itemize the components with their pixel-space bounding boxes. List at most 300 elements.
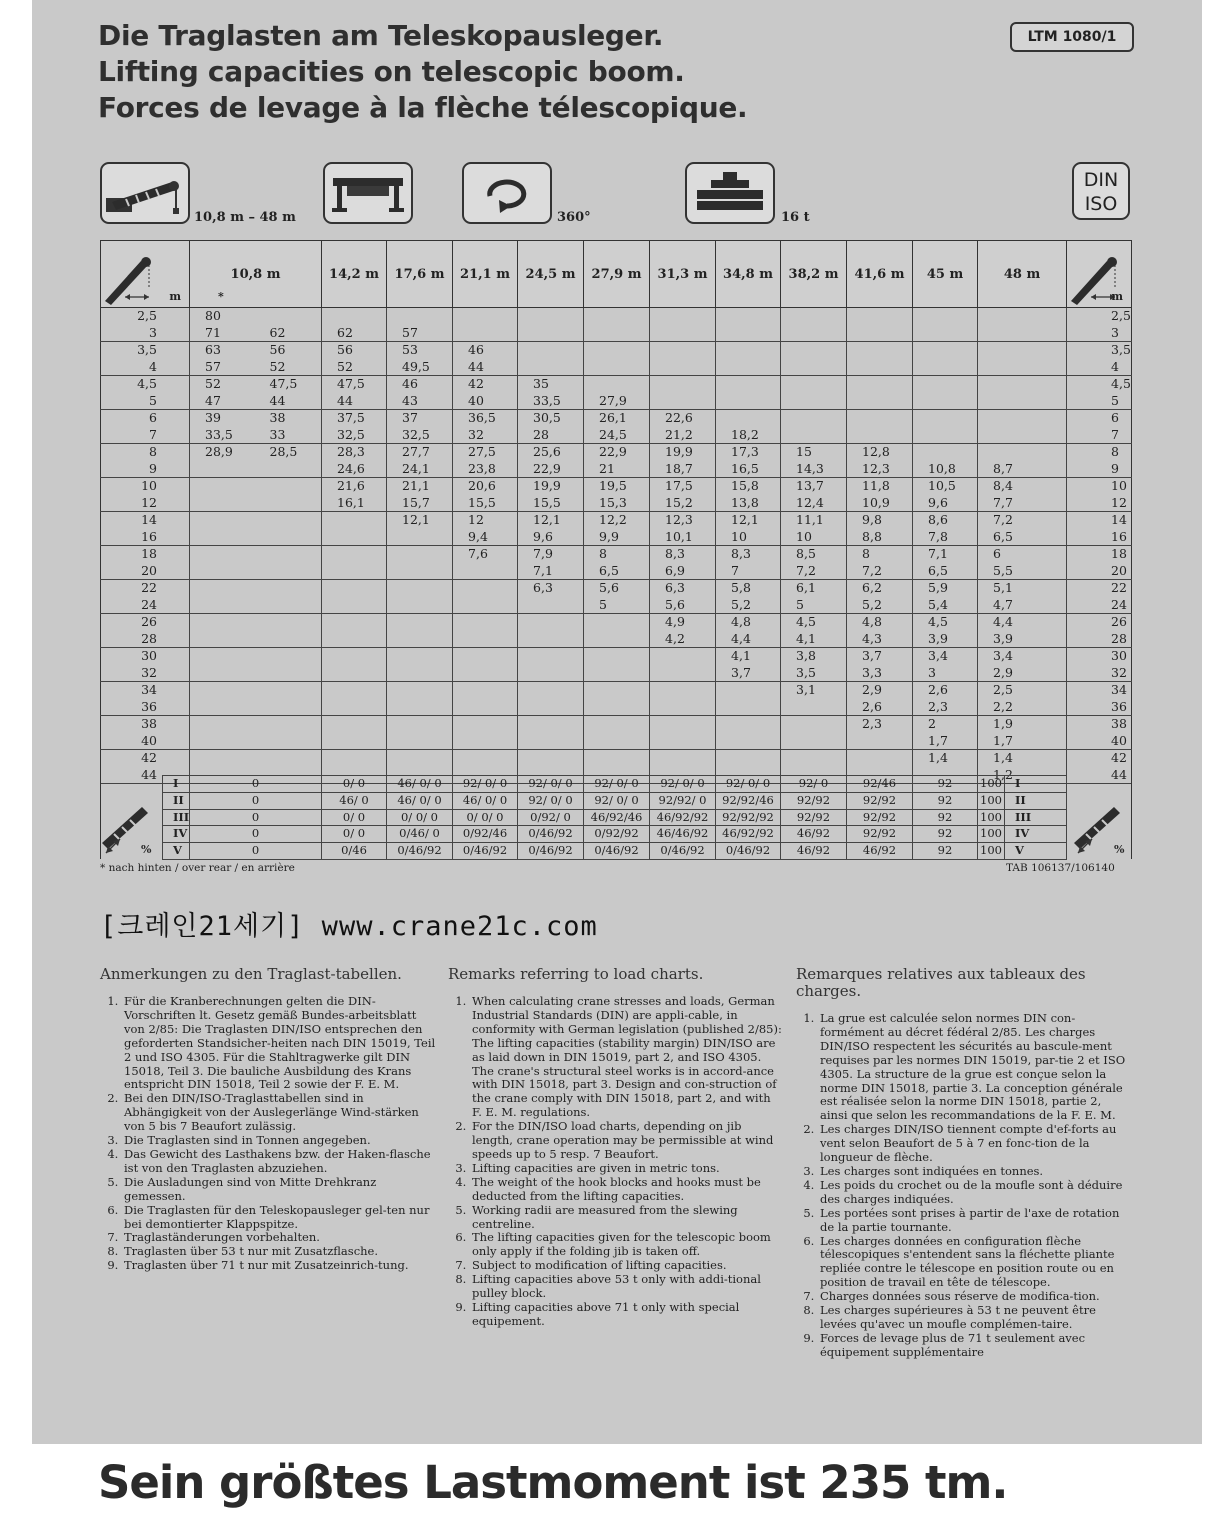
load-value-cell	[650, 376, 716, 393]
load-value-cell: 2,9	[978, 665, 1067, 682]
load-value-cell: 8,6	[913, 512, 978, 529]
radius-unit-left: m	[169, 290, 181, 303]
load-value-cell: 7,2	[847, 563, 913, 580]
load-value-cell: 5	[781, 597, 847, 614]
radius-left: 9	[101, 461, 190, 478]
config-value-cell: 92/ 0/ 0	[518, 776, 584, 793]
load-value-cell: 9,8	[847, 512, 913, 529]
load-value-cell	[716, 308, 781, 325]
config-value-cell: 0/46/92	[518, 826, 584, 843]
note-item: 7. Charges données sous réserve de modifica-tion.	[818, 1290, 1130, 1304]
chart-row	[101, 546, 1132, 563]
watermark-text: [크레인21세기] www.crane21c.com	[100, 911, 598, 942]
config-value-cell: 92	[913, 826, 978, 843]
load-value-cell	[256, 512, 322, 529]
config-value-cell: 0	[190, 792, 322, 809]
load-value-cell	[781, 325, 847, 342]
notes-english-heading: Remarks referring to load charts.	[448, 965, 704, 983]
radius-right: 10	[1067, 478, 1132, 495]
config-value-cell: 0/ 0	[322, 826, 387, 843]
load-value-cell: 1,4	[978, 750, 1067, 767]
load-value-cell	[913, 376, 978, 393]
config-id-left: I	[163, 776, 190, 793]
note-item: 7. Traglaständerungen vorbehalten.	[122, 1231, 436, 1245]
boom-length-header: 27,9 m	[584, 241, 650, 308]
load-value-cell: 28,3	[322, 444, 387, 461]
config-value-cell: 92	[913, 776, 978, 793]
load-value-cell	[913, 410, 978, 427]
load-value-cell	[978, 427, 1067, 444]
load-value-cell	[190, 478, 256, 495]
load-value-cell	[650, 750, 716, 767]
config-value-cell: 46/ 0	[322, 792, 387, 809]
load-value-cell	[453, 325, 518, 342]
config-id-left: V	[163, 843, 190, 860]
load-value-cell	[256, 665, 322, 682]
config-value-cell: 92/ 0	[781, 776, 847, 793]
chart-row	[101, 410, 1132, 427]
load-value-cell: 22,6	[650, 410, 716, 427]
notes-french	[796, 966, 1130, 1360]
note-item: 3. Lifting capacities are given in metric tons.	[470, 1162, 784, 1176]
load-value-cell	[716, 359, 781, 376]
load-value-cell: 7,2	[978, 512, 1067, 529]
load-value-cell: 10,8	[913, 461, 978, 478]
notes-german-heading: Anmerkungen zu den Traglast-tabellen.	[100, 965, 402, 983]
config-id-left: II	[163, 792, 190, 809]
load-value-cell: 7,1	[913, 546, 978, 563]
config-value-cell: 92/ 0/ 0	[453, 776, 518, 793]
load-value-cell: 21,6	[322, 478, 387, 495]
load-value-cell	[847, 325, 913, 342]
radius-right: 18	[1067, 546, 1132, 563]
config-value-cell: 46/92	[781, 826, 847, 843]
load-value-cell	[518, 342, 584, 359]
radius-right: 12	[1067, 495, 1132, 512]
load-value-cell: 7,9	[518, 546, 584, 563]
load-value-cell	[716, 376, 781, 393]
load-value-cell: 22,9	[518, 461, 584, 478]
note-item: 4. The weight of the hook blocks and hooks must be deducted from the lifting capacities.	[470, 1176, 784, 1204]
load-value-cell: 26,1	[584, 410, 650, 427]
din-iso-badge	[1072, 162, 1130, 220]
load-value-cell: 5,2	[716, 597, 781, 614]
load-value-cell	[584, 699, 650, 716]
load-value-cell	[190, 597, 256, 614]
load-value-cell: 2,5	[978, 682, 1067, 699]
load-value-cell	[913, 359, 978, 376]
telescopic-boom-icon	[100, 162, 190, 224]
load-value-cell	[584, 325, 650, 342]
load-value-cell	[978, 393, 1067, 410]
load-value-cell: 1,7	[978, 733, 1067, 750]
load-value-cell	[781, 359, 847, 376]
notes-german-list	[100, 995, 436, 1273]
config-value-cell: 92	[913, 809, 978, 826]
load-value-cell: 28	[518, 427, 584, 444]
chart-row	[101, 325, 1132, 342]
notes-english-list	[448, 995, 784, 1329]
load-value-cell	[650, 716, 716, 733]
load-value-cell	[256, 750, 322, 767]
load-value-cell: 5,9	[913, 580, 978, 597]
load-value-cell	[716, 733, 781, 750]
load-value-cell: 38	[256, 410, 322, 427]
load-value-cell	[256, 478, 322, 495]
load-value-cell: 5,4	[913, 597, 978, 614]
load-value-cell: 20,6	[453, 478, 518, 495]
config-value-cell: 92/92	[847, 792, 913, 809]
boom-length-header-10-8	[190, 241, 322, 308]
note-item: 3. Die Traglasten sind in Tonnen angegeben.	[122, 1134, 436, 1148]
note-item: 6. Die Traglasten für den Teleskopausleger gel-ten nur bei demontierter Klappspitze.	[122, 1204, 436, 1232]
load-value-cell	[453, 665, 518, 682]
config-value-cell: 0/ 0	[322, 809, 387, 826]
load-value-cell: 33,5	[518, 393, 584, 410]
load-value-cell: 3,1	[781, 682, 847, 699]
load-value-cell	[322, 512, 387, 529]
load-value-cell	[847, 733, 913, 750]
load-value-cell	[190, 750, 256, 767]
load-value-cell: 8,8	[847, 529, 913, 546]
load-value-cell: 4,4	[716, 631, 781, 648]
config-id-right: V	[1005, 843, 1067, 860]
load-value-cell	[781, 733, 847, 750]
load-value-cell	[518, 682, 584, 699]
note-item: 2. Bei den DIN/ISO-Traglasttabellen sind in Abhängigkeit von der Auslegerlänge Wind-stärken von 5 bis 7 Beaufort zulässig.	[122, 1092, 436, 1134]
load-value-cell	[322, 699, 387, 716]
load-value-cell	[190, 580, 256, 597]
radius-left: 3	[101, 325, 190, 342]
load-value-cell	[190, 716, 256, 733]
load-value-cell: 12,8	[847, 444, 913, 461]
load-value-cell	[322, 631, 387, 648]
load-value-cell	[716, 393, 781, 410]
load-value-cell: 7,8	[913, 529, 978, 546]
load-value-cell	[781, 393, 847, 410]
load-value-cell: 4,5	[913, 614, 978, 631]
note-item: 9. Forces de levage plus de 71 t seulement avec équipement supplémentaire	[818, 1332, 1130, 1360]
load-value-cell: 4,7	[978, 597, 1067, 614]
note-item: 8. Les charges supérieures à 53 t ne peuvent être levées qu'avec un moufle complémen-taire.	[818, 1304, 1130, 1332]
load-value-cell	[322, 546, 387, 563]
load-value-cell: 3,4	[913, 648, 978, 665]
load-value-cell: 4,4	[978, 614, 1067, 631]
load-value-cell	[387, 308, 453, 325]
config-icon-space	[1067, 776, 1132, 793]
load-value-cell	[256, 699, 322, 716]
config-row	[101, 826, 1132, 843]
load-value-cell: 24,5	[584, 427, 650, 444]
load-value-cell	[190, 665, 256, 682]
load-value-cell	[847, 410, 913, 427]
load-value-cell: 8,7	[978, 461, 1067, 478]
chart-row	[101, 478, 1132, 495]
radius-left: 32	[101, 665, 190, 682]
load-value-cell: 8,5	[781, 546, 847, 563]
load-value-cell: 3,9	[913, 631, 978, 648]
config-value-cell: 46/92	[847, 843, 913, 860]
note-item: 1. When calculating crane stresses and loads, German Industrial Standards (DIN) are appli-cable, in conformity with German legislation (published 2/85): The lifting capacities (stability margin) DIN/ISO are as laid down in DIN 15019, part 2, and ISO 4305. The crane's structural steel works is in accord-ance with DIN 15018, part 3. Design and con-struction of the crane comply with DIN 15018, part 2, and with F. E. M. regulations.	[470, 995, 784, 1120]
radius-right: 26	[1067, 614, 1132, 631]
config-value-cell: 0/46/92	[387, 843, 453, 860]
load-value-cell	[584, 682, 650, 699]
load-value-cell: 27,5	[453, 444, 518, 461]
load-value-cell	[913, 308, 978, 325]
load-value-cell	[847, 342, 913, 359]
din-label: DIN	[1083, 169, 1119, 191]
radius-left: 20	[101, 563, 190, 580]
iso-label: ISO	[1084, 193, 1118, 215]
load-value-cell	[256, 614, 322, 631]
load-value-cell: 7,6	[453, 546, 518, 563]
config-value-cell: 92/ 0/ 0	[650, 776, 716, 793]
load-value-cell: 33,5	[190, 427, 256, 444]
note-item: 6. The lifting capacities given for the telescopic boom only apply if the folding jib is taken off.	[470, 1231, 784, 1259]
config-value-cell: 0/46/92	[584, 843, 650, 860]
slewing-360-icon	[462, 162, 552, 224]
load-value-cell	[978, 342, 1067, 359]
load-value-cell	[650, 393, 716, 410]
load-value-cell: 4,1	[716, 648, 781, 665]
load-value-cell: 5,6	[584, 580, 650, 597]
config-value-cell: 0/46/92	[716, 843, 781, 860]
load-value-cell: 14,3	[781, 461, 847, 478]
load-value-cell: 6,5	[584, 563, 650, 580]
config-value-cell: 0/46/92	[518, 843, 584, 860]
radius-left: 40	[101, 733, 190, 750]
load-value-cell	[584, 376, 650, 393]
load-value-cell	[190, 529, 256, 546]
chart-row	[101, 342, 1132, 359]
load-value-cell	[256, 682, 322, 699]
load-value-cell	[716, 410, 781, 427]
load-value-cell: 33	[256, 427, 322, 444]
radius-right: 9	[1067, 461, 1132, 478]
load-value-cell	[322, 614, 387, 631]
config-value-cell: 92/92	[781, 809, 847, 826]
load-value-cell	[453, 733, 518, 750]
load-value-cell	[322, 682, 387, 699]
load-value-cell	[518, 631, 584, 648]
chart-row	[101, 427, 1132, 444]
load-value-cell	[913, 427, 978, 444]
chart-row	[101, 512, 1132, 529]
config-value-cell: 46/ 0/ 0	[387, 792, 453, 809]
config-value-cell: 0/46/92	[453, 843, 518, 860]
load-value-cell: 12,3	[847, 461, 913, 478]
load-value-cell: 8	[847, 546, 913, 563]
radius-right: 42	[1067, 750, 1132, 767]
config-row	[101, 809, 1132, 826]
load-value-cell: 7,1	[518, 563, 584, 580]
load-value-cell	[584, 716, 650, 733]
chart-row	[101, 444, 1132, 461]
radius-right: 2,5	[1067, 308, 1132, 325]
config-value-cell: 0/46/92	[650, 843, 716, 860]
load-value-cell	[453, 699, 518, 716]
config-id-right: IV	[1005, 826, 1067, 843]
config-value-cell: 0/92/46	[453, 826, 518, 843]
load-value-cell	[847, 427, 913, 444]
radius-right: 32	[1067, 665, 1132, 682]
load-value-cell	[387, 699, 453, 716]
load-value-cell	[584, 631, 650, 648]
radius-right: 34	[1067, 682, 1132, 699]
load-value-cell	[518, 614, 584, 631]
load-value-cell	[322, 580, 387, 597]
load-value-cell	[781, 410, 847, 427]
load-value-cell	[387, 546, 453, 563]
radius-right: 7	[1067, 427, 1132, 444]
load-value-cell: 32	[453, 427, 518, 444]
load-value-cell	[518, 597, 584, 614]
notes-french-list	[796, 1012, 1130, 1360]
load-value-cell	[978, 325, 1067, 342]
load-value-cell	[256, 716, 322, 733]
load-value-cell: 6,3	[518, 580, 584, 597]
load-value-cell: 16,5	[716, 461, 781, 478]
radius-right: 8	[1067, 444, 1132, 461]
load-value-cell	[716, 750, 781, 767]
load-value-cell	[781, 376, 847, 393]
load-value-cell: 8,3	[650, 546, 716, 563]
load-value-cell: 10,1	[650, 529, 716, 546]
load-value-cell: 1,2	[978, 767, 1067, 784]
load-value-cell	[847, 376, 913, 393]
load-value-cell	[518, 716, 584, 733]
config-value-cell: 0/46/ 0	[387, 826, 453, 843]
load-value-cell	[256, 308, 322, 325]
boom-length-caption: 10,8 m – 48 m	[194, 210, 296, 225]
load-value-cell: 47,5	[256, 376, 322, 393]
config-row	[101, 843, 1132, 860]
load-value-cell: 4,3	[847, 631, 913, 648]
load-value-cell	[518, 665, 584, 682]
radius-left: 44	[101, 767, 190, 784]
radius-left: 6	[101, 410, 190, 427]
load-value-cell	[781, 716, 847, 733]
load-value-cell: 21,2	[650, 427, 716, 444]
config-value-cell: 92/46	[847, 776, 913, 793]
load-value-cell: 23,8	[453, 461, 518, 478]
load-value-cell: 19,5	[584, 478, 650, 495]
load-value-cell: 12,4	[781, 495, 847, 512]
title-german: Die Traglasten am Teleskopausleger.	[98, 19, 664, 52]
load-value-cell	[453, 750, 518, 767]
config-value-cell: 0	[190, 809, 322, 826]
config-row	[101, 776, 1132, 793]
note-item: 7. Subject to modification of lifting capacities.	[470, 1259, 784, 1273]
load-value-cell: 53	[387, 342, 453, 359]
load-value-cell: 8,4	[978, 478, 1067, 495]
load-value-cell	[190, 682, 256, 699]
load-value-cell: 4,9	[650, 614, 716, 631]
load-value-cell: 19,9	[650, 444, 716, 461]
radius-right: 40	[1067, 733, 1132, 750]
radius-right: 4,5	[1067, 376, 1132, 393]
note-item: 8. Traglasten über 53 t nur mit Zusatzflasche.	[122, 1245, 436, 1259]
load-value-cell: 10	[781, 529, 847, 546]
boom-length-header: 45 m	[913, 241, 978, 308]
load-value-cell: 6,1	[781, 580, 847, 597]
load-value-cell: 52	[256, 359, 322, 376]
outrigger-icon	[323, 162, 413, 224]
load-value-cell: 9,4	[453, 529, 518, 546]
radius-left: 26	[101, 614, 190, 631]
chart-row	[101, 393, 1132, 410]
config-row	[101, 792, 1132, 809]
radius-right: 14	[1067, 512, 1132, 529]
radius-unit-right: m	[1111, 290, 1123, 303]
load-value-cell: 44	[453, 359, 518, 376]
load-value-cell	[387, 563, 453, 580]
load-value-cell	[978, 444, 1067, 461]
load-value-cell: 44	[256, 393, 322, 410]
load-value-cell: 5	[584, 597, 650, 614]
load-value-cell: 16,1	[322, 495, 387, 512]
radius-left: 34	[101, 682, 190, 699]
config-value-cell: 100	[978, 843, 1005, 860]
load-value-cell: 2,2	[978, 699, 1067, 716]
radius-right: 3,5	[1067, 342, 1132, 359]
load-value-cell	[453, 597, 518, 614]
load-value-cell: 8	[584, 546, 650, 563]
radius-right: 30	[1067, 648, 1132, 665]
load-value-cell	[650, 665, 716, 682]
load-value-cell	[650, 682, 716, 699]
load-value-cell	[978, 376, 1067, 393]
load-value-cell: 43	[387, 393, 453, 410]
load-value-cell	[322, 733, 387, 750]
config-value-cell: 92	[913, 843, 978, 860]
load-value-cell: 57	[387, 325, 453, 342]
notes-german	[100, 966, 436, 1273]
load-value-cell: 47,5	[322, 376, 387, 393]
load-value-cell: 80	[190, 308, 256, 325]
load-value-cell: 47	[190, 393, 256, 410]
load-value-cell	[387, 750, 453, 767]
load-value-cell	[322, 716, 387, 733]
load-value-cell: 6,5	[913, 563, 978, 580]
load-value-cell: 5,1	[978, 580, 1067, 597]
radius-left: 22	[101, 580, 190, 597]
load-value-cell: 22,9	[584, 444, 650, 461]
config-id-right: I	[1005, 776, 1067, 793]
load-value-cell	[716, 342, 781, 359]
load-value-cell	[322, 665, 387, 682]
load-value-cell: 12,1	[387, 512, 453, 529]
load-value-cell: 63	[190, 342, 256, 359]
load-value-cell	[387, 682, 453, 699]
load-value-cell: 39	[190, 410, 256, 427]
load-value-cell: 2	[913, 716, 978, 733]
load-value-cell	[913, 393, 978, 410]
radius-right: 16	[1067, 529, 1132, 546]
load-value-cell: 3,7	[716, 665, 781, 682]
load-value-cell: 13,7	[781, 478, 847, 495]
load-value-cell	[913, 325, 978, 342]
config-value-cell: 92/92	[847, 826, 913, 843]
note-item: 8. Lifting capacities above 53 t only with addi-tional pulley block.	[470, 1273, 784, 1301]
load-value-cell	[322, 648, 387, 665]
radius-left: 30	[101, 648, 190, 665]
config-value-cell: 0/ 0/ 0	[453, 809, 518, 826]
load-value-cell	[256, 529, 322, 546]
load-value-cell: 52	[322, 359, 387, 376]
load-chart-table	[100, 240, 1132, 784]
load-value-cell	[190, 495, 256, 512]
